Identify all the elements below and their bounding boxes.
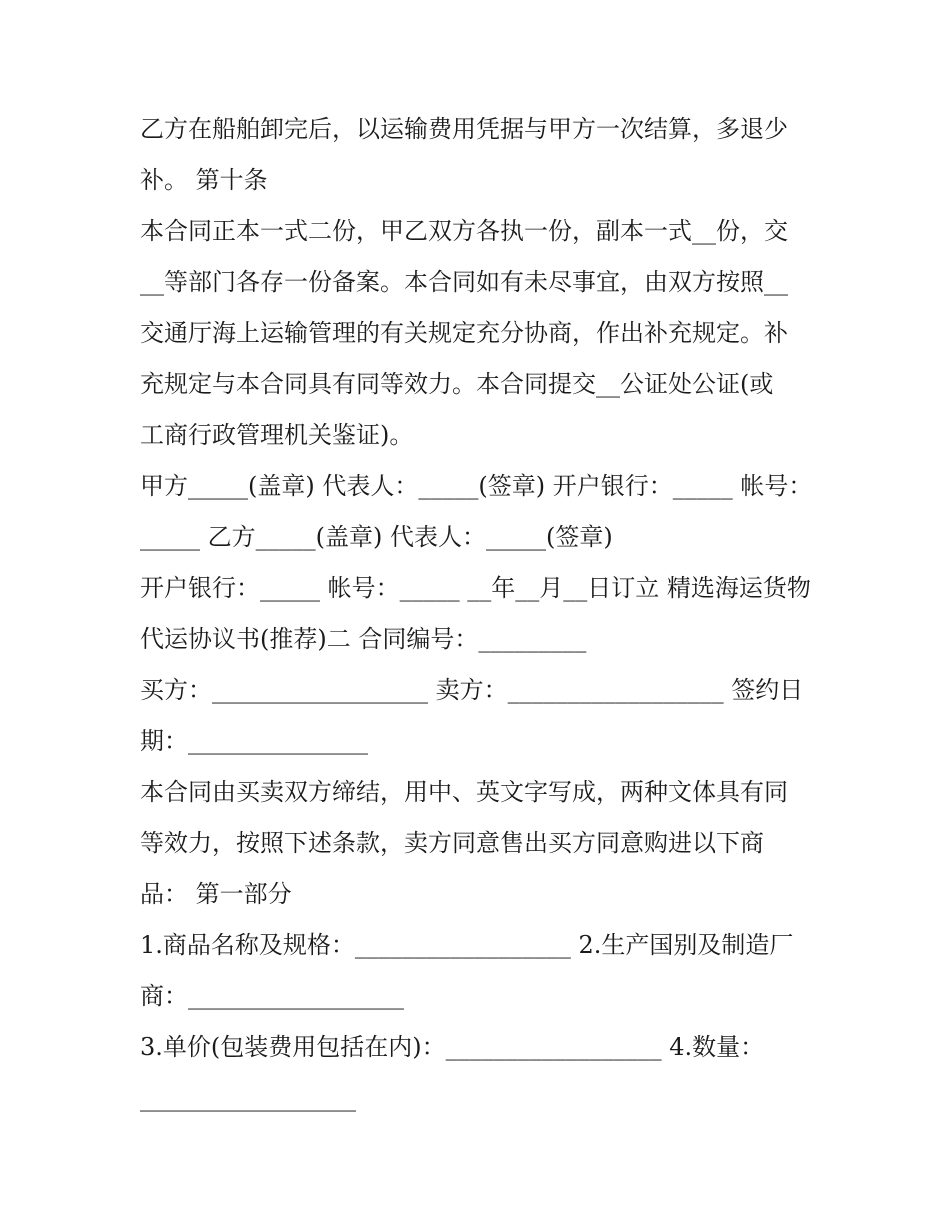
text-line-9: _____ 乙方_____(盖章) 代表人：_____(签章): [140, 523, 613, 551]
text-line-10: 开户银行：_____ 帐号：_____ __年__月__日订立 精选海运货物: [140, 574, 811, 602]
text-line-3: 本合同正本一式二份，甲乙双方各执一份，副本一式__份，交: [140, 217, 788, 245]
text-line-12: 买方：__________________ 卖方：__________________ 签约日: [140, 676, 804, 704]
text-line-16: 品： 第一部分: [140, 880, 292, 908]
text-line-6: 充规定与本合同具有同等效力。本合同提交__公证处公证(或: [140, 370, 774, 398]
text-line-7: 工商行政管理机关鉴证)。: [140, 421, 414, 449]
text-line-11: 代运协议书(推荐)二 合同编号：_________: [140, 625, 587, 653]
text-line-4: __等部门各存一份备案。本合同如有未尽事宜，由双方按照__: [140, 268, 788, 296]
text-line-13: 期：_______________: [140, 727, 368, 755]
text-line-19: 3.单价(包装费用包括在内)：__________________ 4.数量：: [140, 1033, 765, 1061]
text-line-20: __________________: [140, 1084, 356, 1112]
text-line-2: 补。 第十条: [140, 166, 268, 194]
text-line-17: 1.商品名称及规格：__________________ 2.生产国别及制造厂: [140, 931, 794, 959]
text-line-14: 本合同由买卖双方缔结，用中、英文字写成，两种文体具有同: [140, 778, 788, 806]
text-line-8: 甲方_____(盖章) 代表人：_____(签章) 开户银行：_____ 帐号：: [140, 472, 813, 500]
text-line-15: 等效力，按照下述条款，卖方同意售出买方同意购进以下商: [140, 829, 764, 857]
contract-body-text: [140, 104, 820, 1124]
text-line-18: 商：__________________: [140, 982, 404, 1010]
text-line-1: 乙方在船舶卸完后，以运输费用凭据与甲方一次结算，多退少: [140, 115, 788, 143]
text-line-5: 交通厅海上运输管理的有关规定充分协商，作出补充规定。补: [140, 319, 788, 347]
